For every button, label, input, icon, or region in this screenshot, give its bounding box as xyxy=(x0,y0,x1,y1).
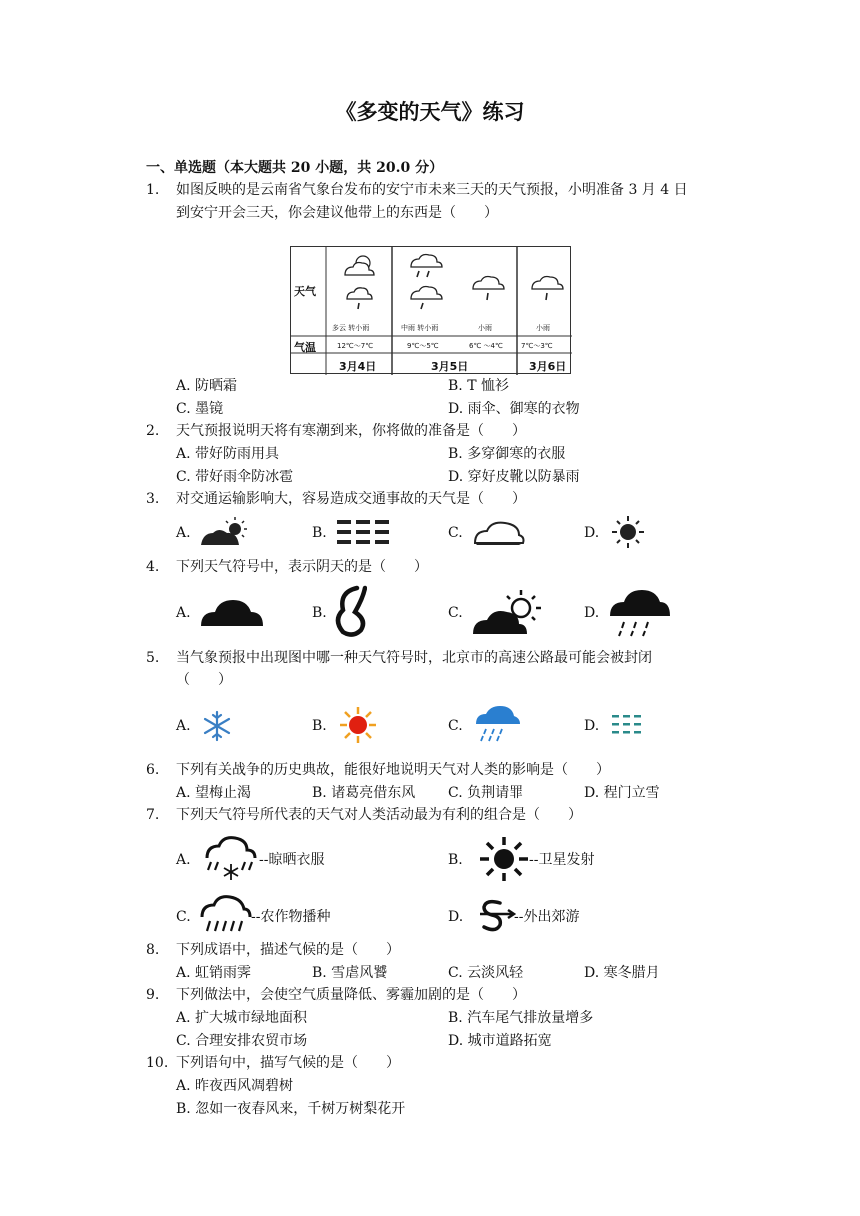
q7-text: 下列天气符号所代表的天气对人类活动最为有利的组合是（ ） xyxy=(176,807,582,823)
q6-option-c[interactable]: C. 负荆请罪 xyxy=(448,785,524,801)
day1-temp: 12℃〜7℃ xyxy=(337,342,374,350)
q5-text-line1: 当气象预报中出现图中哪一种天气符号时，北京市的高速公路最可能会被封闭 xyxy=(176,650,652,666)
q5-option-b-label[interactable]: B. xyxy=(312,718,327,734)
q8-option-d[interactable]: D. 寒冬腊月 xyxy=(584,965,660,981)
table-row-weather: 天气 xyxy=(294,285,316,298)
q9-number: 9. xyxy=(146,987,160,1003)
q9-text: 下列做法中，会使空气质量降低、雾霾加剧的是（ ） xyxy=(176,987,526,1003)
day4-temp: 7℃〜3℃ xyxy=(521,342,553,350)
q3-option-b-label[interactable]: B. xyxy=(312,525,327,541)
day3-temp: 6℃ 〜4℃ xyxy=(469,342,503,350)
q5-option-d-label[interactable]: D. xyxy=(584,718,600,734)
q7-option-a-text: --晾晒衣服 xyxy=(259,852,325,868)
q5-number: 5. xyxy=(146,650,160,666)
q5-option-c-label[interactable]: C. xyxy=(448,718,463,734)
q6-option-d[interactable]: D. 程门立雪 xyxy=(584,785,660,801)
q2-option-a[interactable]: A. 带好防雨用具 xyxy=(176,446,280,462)
day2-date: 3月5日 xyxy=(431,360,469,373)
sleet-icon[interactable] xyxy=(201,836,259,882)
rain-icon[interactable] xyxy=(474,706,520,742)
q10-option-b[interactable]: B. 忽如一夜春风来，千树万树梨花开 xyxy=(176,1101,406,1117)
light-rain-icon xyxy=(528,271,568,311)
sandstorm-icon[interactable] xyxy=(476,897,516,933)
q7-option-b-text: --卫星发射 xyxy=(529,852,595,868)
q6-text: 下列有关战争的历史典故，能很好地说明天气对人类的影响是（ ） xyxy=(176,762,610,778)
cloudy-to-light-rain-icon xyxy=(339,251,379,321)
q7-option-c-text: --农作物播种 xyxy=(251,909,331,925)
q1-text-line2: 到安宁开会三天，你会建议他带上的东西是（ ） xyxy=(176,205,498,221)
q10-text: 下列语句中，描写气候的是（ ） xyxy=(176,1055,400,1071)
q2-option-d[interactable]: D. 穿好皮靴以防暴雨 xyxy=(448,469,580,485)
q4-option-a-label[interactable]: A. xyxy=(176,605,191,621)
q3-option-a-label[interactable]: A. xyxy=(176,525,191,541)
table-row-temp: 气温 xyxy=(294,341,316,354)
section-heading: 一、单选题（本大题共 20 小题，共 20.0 分） xyxy=(146,160,444,176)
q3-option-c-label[interactable]: C. xyxy=(448,525,463,541)
q4-option-b-label[interactable]: B. xyxy=(312,605,327,621)
day2-desc: 中雨 转小雨 xyxy=(401,324,439,332)
light-rain-icon xyxy=(469,271,509,311)
q7-option-b-label[interactable]: B. xyxy=(448,852,463,868)
day2-temp: 9℃〜5℃ xyxy=(407,342,439,350)
moderate-rain-to-light-rain-icon xyxy=(405,249,449,321)
q3-number: 3. xyxy=(146,491,160,507)
q8-option-b[interactable]: B. 雪虐风饕 xyxy=(312,965,388,981)
q9-option-d[interactable]: D. 城市道路拓宽 xyxy=(448,1033,552,1049)
day1-desc: 多云 转小雨 xyxy=(332,324,370,332)
q9-option-a[interactable]: A. 扩大城市绿地面积 xyxy=(176,1010,308,1026)
snowflake-icon[interactable] xyxy=(201,710,233,742)
q4-option-c-label[interactable]: C. xyxy=(448,605,463,621)
q1-text-line1: 如图反映的是云南省气象台发布的安宁市未来三天的天气预报，小明准备 3 月 4 日 xyxy=(176,182,688,198)
sun-icon[interactable] xyxy=(338,705,378,745)
q7-option-c-label[interactable]: C. xyxy=(176,909,191,925)
q6-option-a[interactable]: A. 望梅止渴 xyxy=(176,785,252,801)
q2-option-b[interactable]: B. 多穿御寒的衣服 xyxy=(448,446,566,462)
q7-option-d-text: --外出郊游 xyxy=(514,909,580,925)
q6-option-b[interactable]: B. 诸葛亮借东风 xyxy=(312,785,416,801)
day1-date: 3月4日 xyxy=(339,360,377,373)
cloud-icon[interactable] xyxy=(471,517,525,547)
day4-date: 3月6日 xyxy=(529,360,567,373)
q5-text-line2: （ ） xyxy=(176,672,232,688)
q9-option-b[interactable]: B. 汽车尾气排放量增多 xyxy=(448,1010,594,1026)
fog-icon[interactable] xyxy=(335,517,395,547)
q4-number: 4. xyxy=(146,559,160,575)
q1-option-a[interactable]: A. 防晒霜 xyxy=(176,378,238,394)
q1-number: 1. xyxy=(146,182,160,198)
q2-text: 天气预报说明天将有寒潮到来，你将做的准备是（ ） xyxy=(176,423,526,439)
q9-option-c[interactable]: C. 合理安排农贸市场 xyxy=(176,1033,308,1049)
q10-number: 10. xyxy=(146,1055,169,1071)
day3-desc: 小雨 xyxy=(478,324,492,332)
q4-option-d-label[interactable]: D. xyxy=(584,605,600,621)
q8-option-a[interactable]: A. 虹销雨霁 xyxy=(176,965,252,981)
q4-text: 下列天气符号中，表示阴天的是（ ） xyxy=(176,559,428,575)
sun-icon[interactable] xyxy=(477,836,531,882)
q3-option-d-label[interactable]: D. xyxy=(584,525,600,541)
rain-icon[interactable] xyxy=(198,895,252,935)
page-title: 《多变的天气》练习 xyxy=(335,99,525,124)
q7-number: 7. xyxy=(146,807,160,823)
day4-desc: 小雨 xyxy=(536,324,550,332)
q2-option-c[interactable]: C. 带好雨伞防冰雹 xyxy=(176,469,294,485)
q8-option-c[interactable]: C. 云淡风轻 xyxy=(448,965,524,981)
typhoon-icon[interactable] xyxy=(333,584,367,640)
q1-option-c[interactable]: C. 墨镜 xyxy=(176,401,224,417)
q1-option-b[interactable]: B. T 恤衫 xyxy=(448,378,509,394)
q8-text: 下列成语中，描述气候的是（ ） xyxy=(176,942,400,958)
q1-option-d[interactable]: D. 雨伞、御寒的衣物 xyxy=(448,401,580,417)
q10-option-a[interactable]: A. 昨夜西风凋碧树 xyxy=(176,1078,294,1094)
q6-number: 6. xyxy=(146,762,160,778)
overcast-icon[interactable] xyxy=(199,594,265,628)
q7-option-a-label[interactable]: A. xyxy=(176,852,191,868)
weather-forecast-table xyxy=(290,246,571,374)
q2-number: 2. xyxy=(146,423,160,439)
q8-number: 8. xyxy=(146,942,160,958)
q5-option-a-label[interactable]: A. xyxy=(176,718,191,734)
fog-icon[interactable] xyxy=(610,712,644,738)
cloud-sun-icon[interactable] xyxy=(199,515,249,549)
q3-text: 对交通运输影响大，容易造成交通事故的天气是（ ） xyxy=(176,491,526,507)
q7-option-d-label[interactable]: D. xyxy=(448,909,464,925)
rain-icon[interactable] xyxy=(608,588,670,638)
sun-icon[interactable] xyxy=(610,514,646,550)
cloud-sun-icon[interactable] xyxy=(471,588,549,638)
